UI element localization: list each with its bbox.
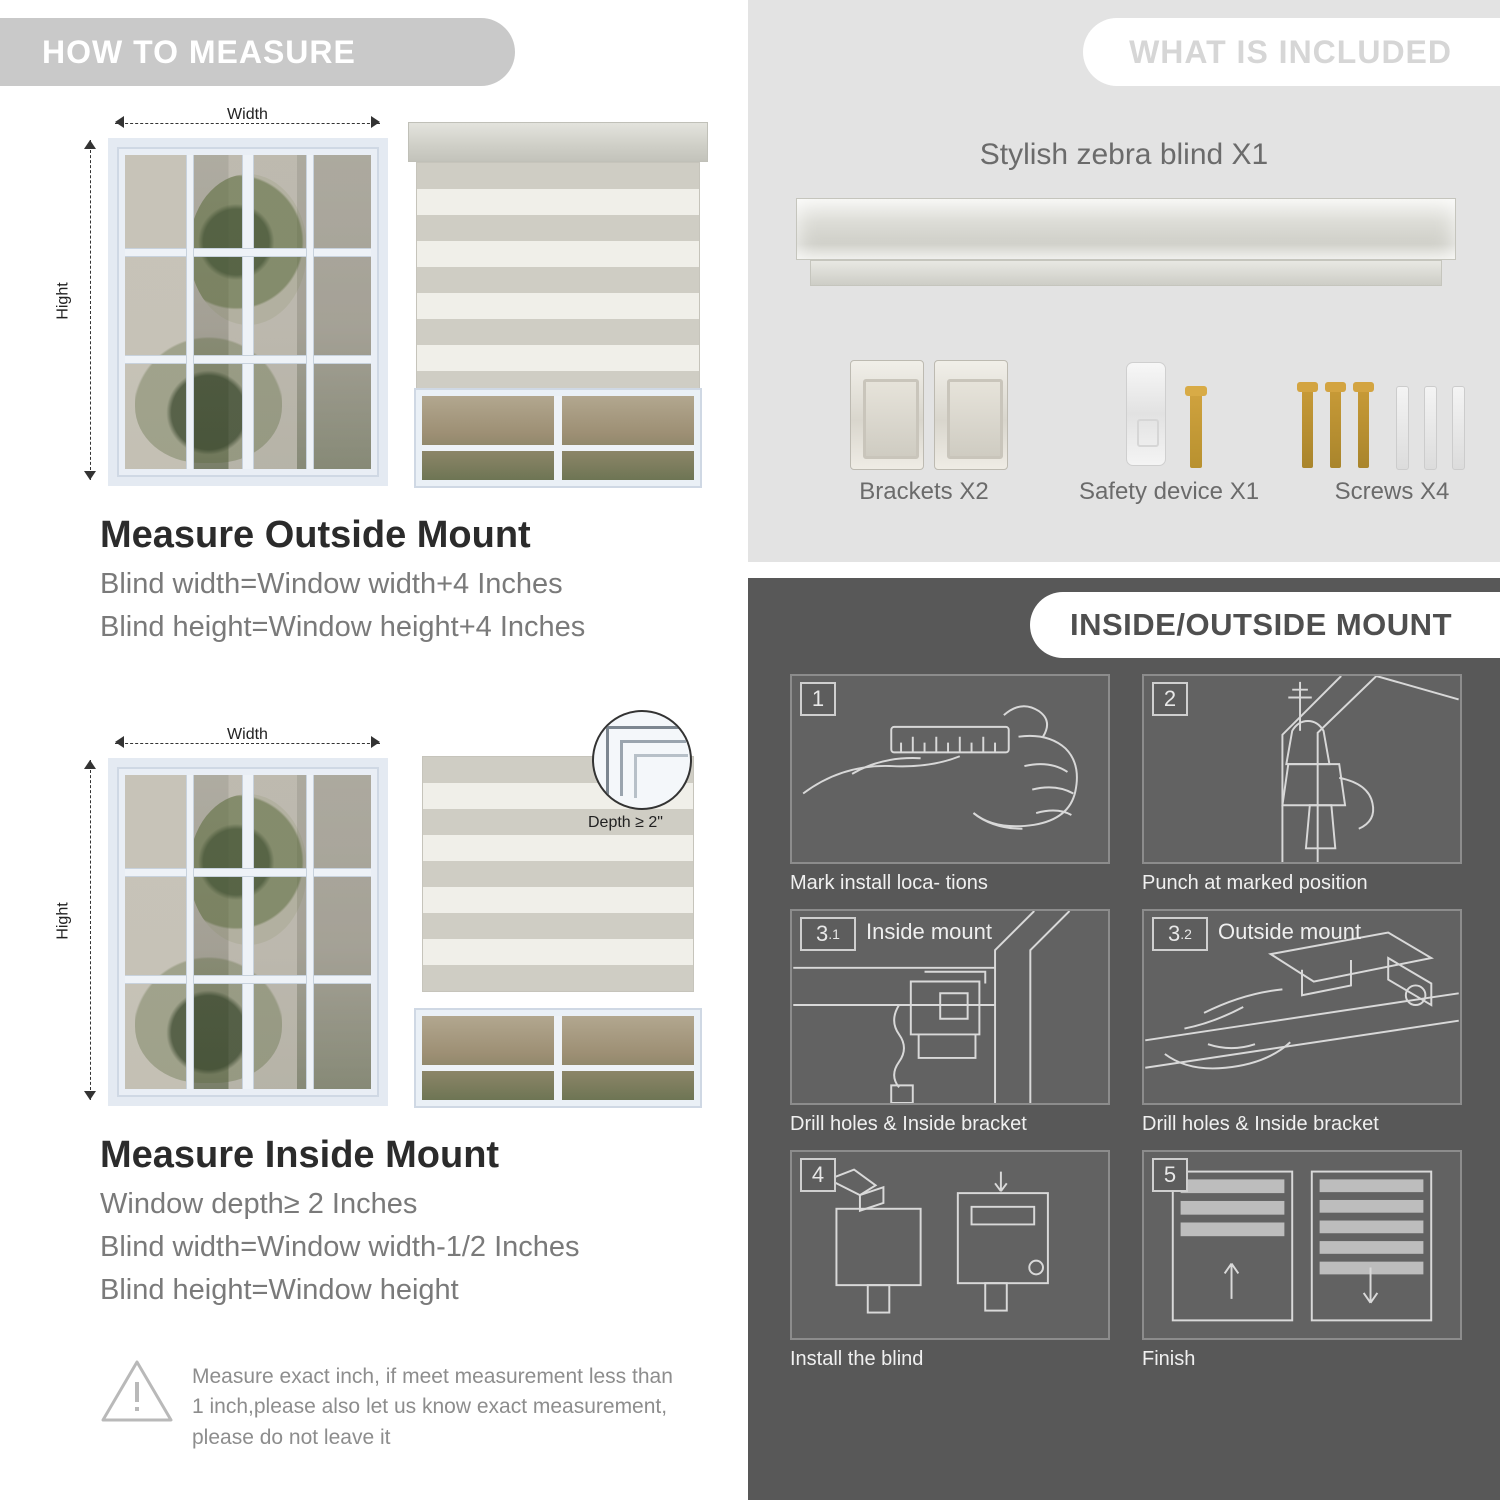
part-screws-label: Screws X4 bbox=[1334, 478, 1450, 505]
height-dash-line bbox=[90, 140, 91, 480]
inside-width-dimension bbox=[115, 726, 380, 752]
width-arrow-right-inside bbox=[371, 736, 380, 748]
step-2 bbox=[1142, 674, 1462, 895]
measure-note-text: Measure exact inch, if meet measurement less than 1 inch,please also let us know exact measurement, please do not leave it bbox=[192, 1365, 673, 1449]
step-row-2 bbox=[790, 909, 1462, 1136]
width-dash-line-inside bbox=[115, 743, 380, 744]
step-3-1-number-main: 3 bbox=[816, 921, 829, 946]
what-is-included-tag-label: WHAT IS INCLUDED bbox=[1129, 33, 1452, 70]
width-arrow-left bbox=[115, 116, 124, 128]
step-3-2-number-main: 3 bbox=[1168, 921, 1181, 946]
step-3-2-number-sub: .2 bbox=[1180, 926, 1192, 942]
window-glass bbox=[125, 155, 371, 469]
inside-mount-block bbox=[0, 720, 740, 1310]
step-3-1 bbox=[790, 909, 1110, 1136]
blind-window-mullion-h bbox=[422, 445, 694, 451]
depth-frame-line-3 bbox=[634, 754, 688, 798]
blind-rolled-fabric bbox=[810, 260, 1442, 286]
screw-icon-1 bbox=[1302, 390, 1313, 468]
step-3-2 bbox=[1142, 909, 1462, 1136]
window-center-mullion-inside bbox=[243, 775, 253, 1089]
step-3-1-title: Inside mount bbox=[866, 919, 992, 944]
window-mullion-h1-inside bbox=[125, 869, 371, 876]
included-parts-row bbox=[748, 346, 1500, 536]
outside-height-dimension bbox=[54, 140, 102, 480]
step-3-2-caption: Drill holes & Inside bracket bbox=[1142, 1113, 1379, 1135]
inside-height-dimension bbox=[54, 760, 102, 1100]
install-blind-sketch bbox=[792, 1152, 1108, 1338]
step-5 bbox=[1142, 1150, 1462, 1371]
step-1 bbox=[790, 674, 1110, 895]
inside-height-label: Hight bbox=[53, 901, 75, 940]
step-2-number: 2 bbox=[1152, 682, 1188, 716]
inside-mount-line2: Blind width=Window width-1/2 Inches bbox=[100, 1231, 580, 1264]
step-4-image bbox=[790, 1150, 1110, 1340]
step-1-number: 1 bbox=[800, 682, 836, 716]
window-mullion-v2-inside bbox=[307, 775, 313, 1089]
outside-mount-block bbox=[0, 100, 740, 647]
width-arrow-left-inside bbox=[115, 736, 124, 748]
step-row-1 bbox=[790, 674, 1462, 895]
blind-valance bbox=[408, 122, 708, 162]
step-3-1-caption: Drill holes & Inside bracket bbox=[790, 1113, 1027, 1135]
step-3-1-image bbox=[790, 909, 1110, 1105]
height-arrow-up-inside bbox=[84, 760, 96, 769]
inside-outside-mount-tag bbox=[1030, 592, 1500, 658]
step-row-3 bbox=[790, 1150, 1462, 1371]
window-mullion-h2 bbox=[125, 356, 371, 363]
inside-mount-heading: Measure Inside Mount bbox=[100, 1134, 500, 1176]
window-mullion-v2 bbox=[307, 155, 313, 469]
bracket-icon-1 bbox=[850, 360, 924, 470]
depth-zoom-circle bbox=[592, 710, 692, 810]
step-5-image bbox=[1142, 1150, 1462, 1340]
inside-outside-mount-tag-label: INSIDE/OUTSIDE MOUNT bbox=[1069, 607, 1452, 642]
step-4-number: 4 bbox=[800, 1158, 836, 1192]
step-3-1-number bbox=[800, 917, 856, 951]
blind-outside-mount-illustration bbox=[408, 122, 708, 486]
blind-window-mullion-v bbox=[554, 396, 562, 480]
window-illustration-outside bbox=[108, 138, 388, 486]
depth-callout bbox=[588, 710, 714, 840]
what-is-included-tag bbox=[1083, 18, 1500, 86]
outside-mount-diagram bbox=[30, 100, 730, 500]
blind-window-below bbox=[416, 390, 700, 486]
inside-outside-mount-section bbox=[748, 578, 1500, 1500]
step-1-image bbox=[790, 674, 1110, 864]
outside-mount-line2: Blind height=Window height+4 Inches bbox=[100, 611, 586, 644]
part-safety-label: Safety device X1 bbox=[1078, 478, 1260, 505]
part-brackets-label: Brackets X2 bbox=[859, 478, 989, 505]
safety-clip-icon bbox=[1126, 362, 1166, 466]
measure-note bbox=[100, 1358, 680, 1453]
warning-icon bbox=[100, 1358, 174, 1424]
drill-sketch bbox=[1144, 676, 1460, 862]
what-is-included-section bbox=[748, 0, 1500, 562]
how-to-measure-tag bbox=[0, 18, 515, 86]
step-4 bbox=[790, 1150, 1110, 1371]
wall-anchor-icon-2 bbox=[1424, 386, 1437, 470]
inside-width-label: Width bbox=[213, 726, 283, 744]
outside-width-dimension bbox=[115, 106, 380, 132]
screw-icon-2 bbox=[1330, 390, 1341, 468]
width-arrow-right bbox=[371, 116, 380, 128]
blind-window-mullion-v-inside bbox=[554, 1016, 562, 1100]
window-mullion-h2-inside bbox=[125, 976, 371, 983]
step-1-caption: Mark install loca- tions bbox=[790, 872, 988, 894]
outside-mount-heading: Measure Outside Mount bbox=[100, 514, 531, 556]
step-5-number: 5 bbox=[1152, 1158, 1188, 1192]
window-center-mullion bbox=[243, 155, 253, 469]
how-to-measure-section bbox=[0, 0, 740, 1500]
zebra-blind-product-image bbox=[796, 198, 1456, 302]
height-arrow-down-inside bbox=[84, 1091, 96, 1100]
outside-mount-line1: Blind width=Window width+4 Inches bbox=[100, 568, 563, 600]
blind-window-below-inside bbox=[416, 1010, 700, 1106]
window-glass-inside bbox=[125, 775, 371, 1089]
bracket-icon-2 bbox=[934, 360, 1008, 470]
step-2-caption: Punch at marked position bbox=[1142, 872, 1368, 894]
depth-label: Depth ≥ 2" bbox=[588, 814, 663, 831]
window-mullion-v1 bbox=[187, 155, 193, 469]
wall-anchor-icon-1 bbox=[1396, 386, 1409, 470]
measuring-tape-hand-sketch bbox=[792, 676, 1108, 862]
wall-anchor-icon-3 bbox=[1452, 386, 1465, 470]
outside-height-label: Hight bbox=[53, 281, 75, 320]
inside-mount-diagram bbox=[30, 720, 730, 1120]
blind-fabric bbox=[416, 162, 700, 392]
blind-headrail bbox=[796, 198, 1456, 260]
how-to-measure-tag-label: HOW TO MEASURE bbox=[42, 33, 356, 70]
finished-blinds-sketch bbox=[1144, 1152, 1460, 1338]
blind-window-mullion-h-inside bbox=[422, 1065, 694, 1071]
step-2-image bbox=[1142, 674, 1462, 864]
inside-mount-line1: Window depth≥ 2 Inches bbox=[100, 1188, 418, 1220]
width-dash-line bbox=[115, 123, 380, 124]
safety-screw-icon bbox=[1190, 394, 1202, 468]
window-mullion-h1 bbox=[125, 249, 371, 256]
step-3-2-number bbox=[1152, 917, 1208, 951]
step-4-caption: Install the blind bbox=[790, 1348, 924, 1370]
right-column bbox=[748, 0, 1500, 1500]
inside-mount-line3: Blind height=Window height bbox=[100, 1274, 459, 1307]
step-5-caption: Finish bbox=[1142, 1348, 1196, 1370]
step-3-1-number-sub: .1 bbox=[828, 926, 840, 942]
window-illustration-inside bbox=[108, 758, 388, 1106]
included-product-title: Stylish zebra blind X1 bbox=[979, 138, 1269, 171]
height-arrow-up bbox=[84, 140, 96, 149]
height-arrow-down bbox=[84, 471, 96, 480]
height-dash-line-inside bbox=[90, 760, 91, 1100]
step-3-2-image bbox=[1142, 909, 1462, 1105]
screw-icon-3 bbox=[1358, 390, 1369, 468]
outside-width-label: Width bbox=[213, 106, 283, 124]
window-mullion-v1-inside bbox=[187, 775, 193, 1089]
installation-steps bbox=[790, 674, 1462, 1385]
step-3-2-title: Outside mount bbox=[1218, 919, 1362, 944]
